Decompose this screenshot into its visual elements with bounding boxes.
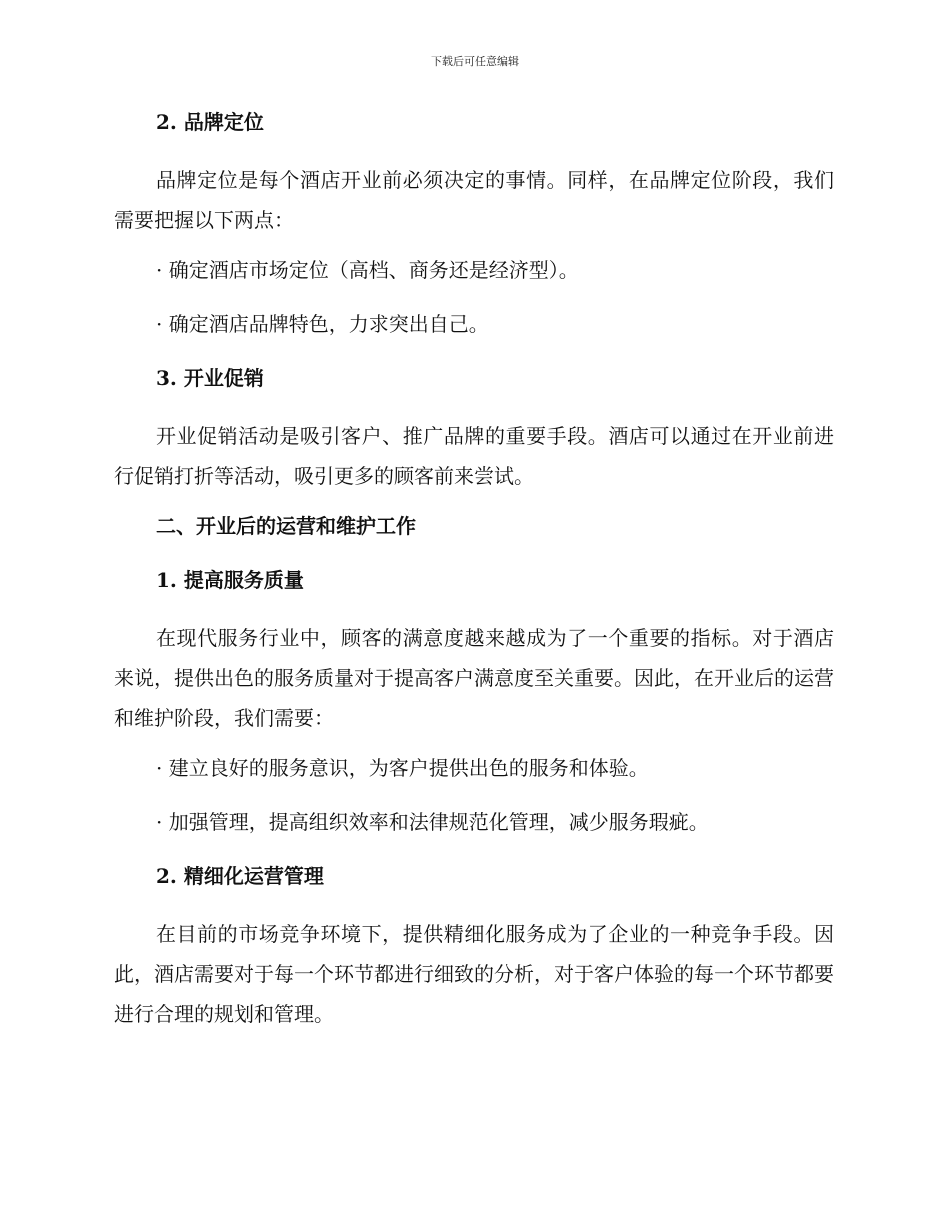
page-header: 下载后可任意编辑 xyxy=(431,55,519,68)
bullet-item-service-awareness xyxy=(114,752,834,784)
section-heading-brand-positioning: 2. 品牌定位 xyxy=(156,110,264,134)
bullet-text: 确定酒店市场定位（高档、商务还是经济型）。 xyxy=(168,258,579,282)
bullet-item-market-positioning xyxy=(114,254,834,286)
bullet-text: 确定酒店品牌特色，力求突出自己。 xyxy=(168,312,489,336)
bullet-item-brand-feature xyxy=(114,308,834,340)
paragraph-opening-promotion: 开业促销活动是吸引客户、推广品牌的重要手段。酒店可以通过在开业前进行促销打折等活动，吸引更多的顾客前来尝试。 xyxy=(114,424,834,488)
section-heading-opening-promotion: 3. 开业促销 xyxy=(156,366,264,390)
paragraph-brand-positioning: 品牌定位是每个酒店开业前必须决定的事情。同样，在品牌定位阶段，我们需要把握以下两点： xyxy=(114,168,834,232)
paragraph-refined-operation: 在目前的市场竞争环境下，提供精细化服务成为了企业的一种竞争手段。因此，酒店需要对于每一个环节都进行细致的分析，对于客户体验的每一个环节都要进行合理的规划和管理。 xyxy=(114,922,834,1026)
document-body xyxy=(114,106,834,1048)
bullet-dot: · xyxy=(156,258,163,282)
bullet-text: 建立良好的服务意识，为客户提供出色的服务和体验。 xyxy=(168,756,649,780)
bullet-dot: · xyxy=(156,312,163,336)
chapter-heading-post-opening: 二、开业后的运营和维护工作 xyxy=(156,514,416,538)
paragraph-service-quality: 在现代服务行业中，顾客的满意度越来越成为了一个重要的指标。对于酒店来说，提供出色的服务质量对于提高客户满意度至关重要。因此，在开业后的运营和维护阶段，我们需要： xyxy=(114,626,834,730)
bullet-dot: · xyxy=(156,810,163,834)
section-heading-service-quality: 1. 提高服务质量 xyxy=(156,568,304,592)
bullet-item-management xyxy=(114,806,834,838)
bullet-dot: · xyxy=(156,756,163,780)
bullet-text: 加强管理，提高组织效率和法律规范化管理，减少服务瑕疵。 xyxy=(168,810,709,834)
section-heading-refined-operation: 2. 精细化运营管理 xyxy=(156,864,324,888)
